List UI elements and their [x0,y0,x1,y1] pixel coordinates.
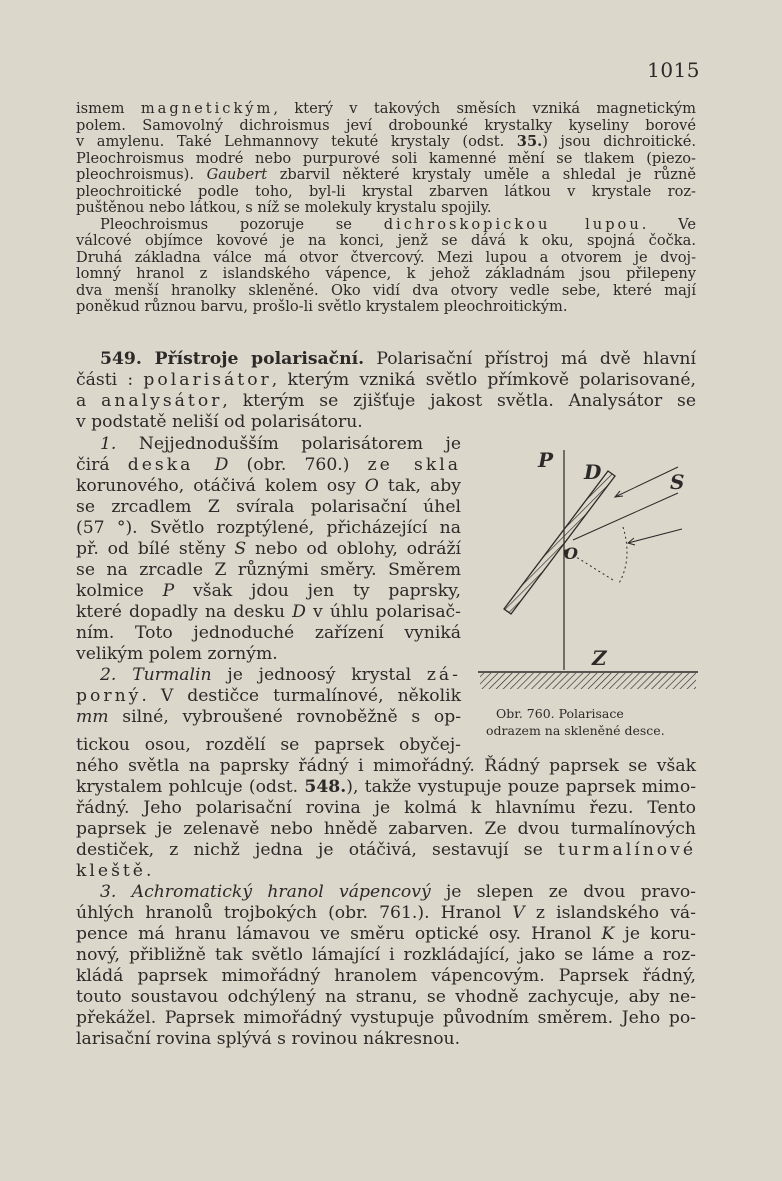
text-run: destiček, z nichž jedna je otáčivá, sestavují se [76,840,558,860]
text-run: tak, aby [378,476,461,496]
figure-label-O: O [564,544,578,563]
text-line [76,455,461,476]
text-run: porný [76,686,142,706]
text-run: však jdou jen ty paprsky, [174,581,461,601]
text-run: kleště [76,861,146,881]
text-run: D [214,455,229,475]
text-run: 549. Přístroje polarisační. [100,349,365,369]
text-line [76,602,461,623]
text-run: mm [76,707,109,727]
figure-label-D: D [584,460,602,484]
text-run: Nejjednodušším polarisátorem je [116,434,461,454]
text-run: v úhlu polarisač- [305,602,461,622]
text-line [76,882,696,903]
text-line [76,167,696,184]
text-run: dichroskopickou lupou [383,215,642,233]
section-549-intro [76,349,696,433]
text-run: v podstatě neliší od polarisátoru. [76,412,363,432]
text-run: magnetickým [140,100,274,117]
text-line [76,1029,696,1050]
text-run: . V destičce turmalínové, několik [141,686,461,706]
text-run: O [364,476,379,496]
text-line [76,518,461,539]
text-line [76,200,696,217]
text-run: 3. Achromatický hranol vápencový [100,882,431,902]
text-line [76,412,696,433]
text-run: které dopadly na desku [76,602,293,622]
figure-caption-line-1: Obr. 760. Polarisace [496,706,624,721]
text-run: korunového, otáčivá kolem osy [76,476,365,496]
text-line [76,623,461,644]
text-run: krystalem pohlcuje (odst. [76,777,305,797]
text-line [76,434,461,455]
text-run: , kterým se zjišťuje jakost světla. Analysátor se [222,391,696,411]
figure-caption-line-2: odrazem na skleněné desce. [486,723,665,738]
text-line [76,707,461,728]
page-number: 1015 [647,58,700,82]
text-run: zbarvil některé krystaly uměle a shledal je různě [267,166,697,183]
text-run: polarisátor [143,370,272,390]
text-line [76,539,461,560]
text-run: , který v takových směsích vzniká magnetickým [273,100,696,117]
text-run: části : [76,370,144,390]
text-line [76,250,696,267]
text-line [76,644,461,665]
text-line [76,118,696,135]
text-line [76,735,461,756]
text-line [76,945,696,966]
text-run: (obr. 760.) [228,455,368,475]
text-line [76,987,696,1008]
text-run: pleochroismus). [76,166,207,183]
text-run: analysátor [101,391,223,411]
section-549-text-beside-figure [76,434,461,728]
text-run: kolmice [76,581,163,601]
text-run: úhlých hranolů trojbokých (obr. 761.). Hranol [76,903,513,923]
figure-760-polarisation-diagram [478,445,698,745]
text-run: touto soustavou odchýlený na stranu, se vhodně zachycuje, aby ne- [76,987,696,1007]
text-line [76,370,696,391]
text-run: puštěnou nebo látkou, s níž se molekuly krystalu spojily. [76,199,492,216]
text-line [76,798,696,819]
text-run: , kterým vzniká světlo přímkově polarisované, [271,370,696,390]
text-run: zá- [426,665,461,685]
text-line [76,665,461,686]
text-line [76,101,696,118]
text-line [76,840,696,861]
text-run: . Ve [641,215,696,233]
text-line [76,861,696,882]
text-run: ním. Toto jednoduché zařízení vyniká [76,623,461,643]
text-line [76,349,696,370]
text-run: tickou osou, rozdělí se paprsek obyčej- [76,735,461,755]
text-run: ze skla [367,455,461,475]
text-line [76,924,696,945]
text-line [76,476,461,497]
text-run: čirá [76,455,128,475]
text-run: z islandského vá- [524,903,696,923]
text-run: V [512,903,525,923]
text-run: P [162,581,175,601]
glass-plate-D [504,471,615,614]
text-run: larisační rovina splývá s rovinou nákresnou. [76,1029,461,1049]
text-line [76,966,696,987]
text-run: S [234,539,247,559]
figure-label-Z: Z [592,646,607,670]
text-run: se zrcadlem Z svírala polarisační úhel [76,497,461,517]
figure-label-S: S [670,470,685,494]
text-run: dva menší hranolky skleněné. Oko vidí dva otvory vedle sebe, které mají [76,281,696,299]
text-line [76,184,696,201]
text-line [76,283,696,300]
text-line [76,497,461,518]
text-run: paprsek je zelenavě nebo hnědě zabarven. Ze dvou turmalínových [76,819,696,839]
text-line [76,819,696,840]
text-line [76,777,696,798]
text-line [76,134,696,151]
text-run: ismem [76,100,141,117]
text-run: polem. Samovolný dichroismus jeví drobounké krystalky kyseliny borové [76,116,696,134]
text-run: ného světla na paprsky řádný i mimořádný. Řádný paprsek se však [76,756,696,776]
text-run: velikým polem zorným. [76,644,278,664]
text-run: Gaubert [206,166,268,183]
mirror-Z [478,672,698,689]
text-run: válcové objímce kovové je na konci, jenž se dává k oku, spojná čočka. [76,232,696,249]
text-run: př. od bílé stěny [76,539,235,559]
text-run: ) jsou dichroitické. [542,133,697,150]
text-run: 1. [100,434,117,454]
text-run: pleochroitické podle toho, byl-li krystal zbarven látkou v krystale roz- [76,182,696,200]
text-line [76,686,461,707]
text-run: Pleochroismus pozoruje se [100,215,384,233]
text-run: 35. [516,133,543,150]
text-line [76,217,696,234]
text-run: překážel. Paprsek mimořádný vystupuje původním směrem. Jeho po- [76,1008,696,1028]
text-run: ), takže vystupuje pouze paprsek mimo- [346,777,696,797]
text-line [76,151,696,168]
incident-rays [573,467,685,585]
text-run: K [601,924,615,944]
text-run: poněkud různou barvu, prošlo-li světlo krystalem pleochroitickým. [76,298,568,315]
text-line [76,756,696,777]
text-run: nebo od oblohy, odráží [246,539,461,559]
text-line [76,391,696,412]
section-549-continued [76,735,696,1050]
text-line [76,299,696,316]
text-run: řádný. Jeho polarisační rovina je kolmá k hlavnímu řezu. Tento [76,798,696,818]
text-line [76,560,461,581]
text-run: 2. Turmalin [100,665,212,685]
text-run: kládá paprsek mimořádný hranolem vápencovým. Paprsek řádný, [76,966,696,986]
text-run: turmalínové [557,840,696,860]
text-line [76,903,696,924]
text-line [76,581,461,602]
text-line [76,233,696,250]
text-line [76,1008,696,1029]
text-run: 548. [304,777,347,797]
text-run: D [292,602,306,622]
text-run: Polarisační přístroj má dvě hlavní [364,349,696,369]
text-run: lomný hranol z islandského vápence, k jehož základnám jsou přilepeny [76,265,696,282]
text-run: je slepen ze dvou pravo- [430,882,696,902]
figure-label-P: P [538,448,554,472]
text-line [76,266,696,283]
text-run: nový, přibližně tak světlo lámající i rozkládající, jako se láme a roz- [76,945,696,965]
text-run: (57 °). Světlo rozptýlené, přicházející na [76,518,461,538]
text-run: Pleochroismus modré nebo purpurové soli kamenné mění se tlakem (piezo- [76,149,696,167]
text-run: je koru- [614,924,696,944]
text-run: deska [127,455,215,475]
text-run: se na zrcadle Z různými směry. Směrem [76,560,461,580]
text-run: v amylenu. Také Lehmannovy tekuté krystaly (odst. [76,133,517,150]
text-run: Druhá základna válce má otvor čtvercový. Mezi lupou a otvorem je dvoj- [76,248,696,266]
text-run: je jednoosý krystal [211,665,427,685]
text-run: silné, vybroušené rovnoběžně s op- [108,707,461,727]
text-run: pence má hranu lámavou ve směru optické osy. Hranol [76,924,602,944]
intro-paragraphs [76,101,696,316]
text-run: a [76,391,102,411]
text-run: . [145,861,152,881]
